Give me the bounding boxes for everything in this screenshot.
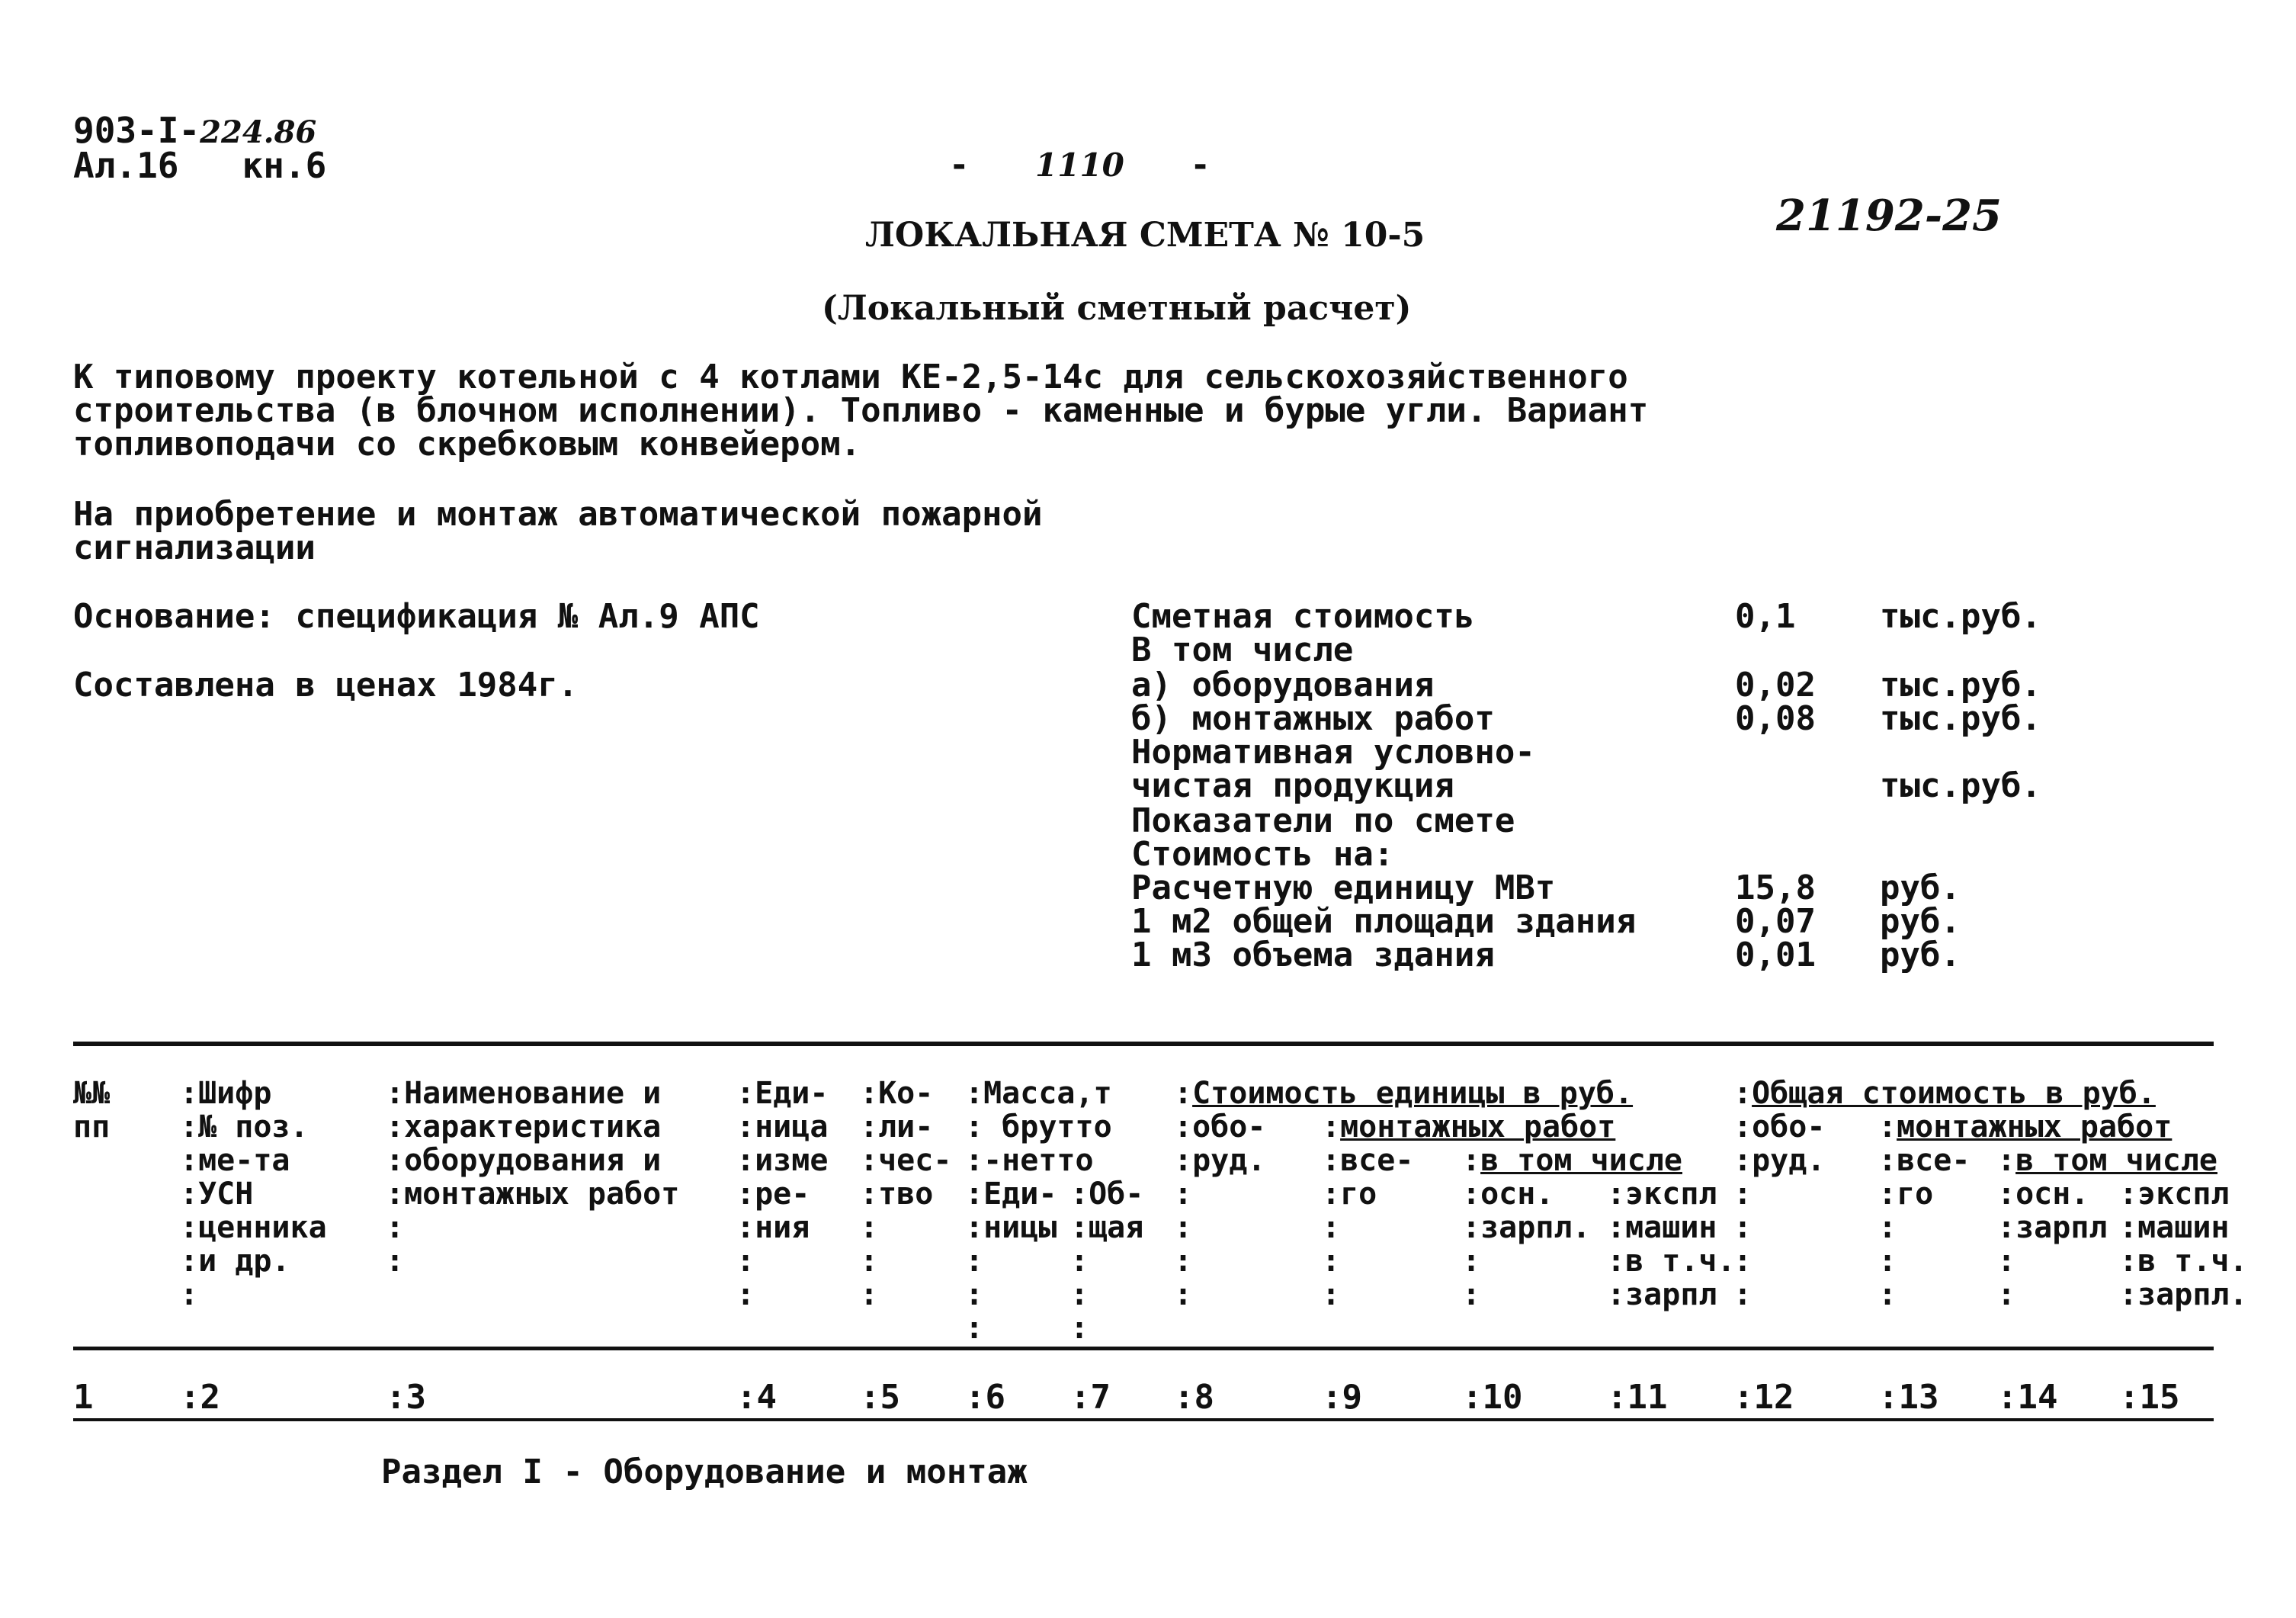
header-col-unit-line-1: :Еди-	[736, 1076, 829, 1111]
header-col-qty-line-7: :	[860, 1277, 879, 1312]
header-col-machine-total	[2119, 1177, 2248, 1311]
header-col-equip-line-3: :	[1174, 1177, 1193, 1212]
col-number-2: :2	[180, 1378, 220, 1417]
header-col-equip-total-line-5: :	[1733, 1244, 1752, 1279]
header-col-num-line-2: пп	[73, 1109, 111, 1144]
header-col-mass-total-line-4: :	[1070, 1277, 1089, 1312]
header-col-equip	[1174, 1110, 1265, 1311]
header-col-mass-line-3: :-нетто	[965, 1143, 1094, 1178]
header-col-machine-line-4: :зарпл	[1607, 1277, 1717, 1312]
header-col-mass-total-line-2: :щая	[1070, 1210, 1144, 1245]
header-install-title-total-text: монтажных работ	[1897, 1109, 2173, 1144]
header-col-name-line-2: :характеристика	[386, 1109, 662, 1144]
summary-label-3: б) монтажных работ	[1131, 699, 1495, 738]
price-basis: Составлена в ценах 1984г.	[73, 666, 579, 705]
description-line-1: К типовому проекту котельной с 4 котлами КЕ-2,5-14с для сельскохозяйственного	[73, 358, 1628, 396]
header-col-machine	[1607, 1177, 1736, 1311]
header-total-cost-title-text: Общая стоимость в руб.	[1752, 1076, 2156, 1111]
header-col-qty-line-6: :	[860, 1244, 879, 1279]
album-book: Ал.16 кн.6	[73, 145, 327, 186]
header-col-all-total-line-1: :все-	[1878, 1143, 1971, 1178]
header-col-mass-unit-line-1: :Еди-	[965, 1177, 1057, 1212]
header-col-unit-line-7: :	[736, 1277, 755, 1312]
header-col-basic-total-line-3: :	[1997, 1244, 2016, 1279]
header-col-all-line-2: :го	[1322, 1177, 1377, 1212]
header-col-all-total-line-4: :	[1878, 1244, 1897, 1279]
section-title: Раздел I - Оборудование и монтаж	[381, 1453, 1028, 1491]
header-col-unit-line-6: :	[736, 1244, 755, 1279]
summary-value-3: 0,08	[1735, 699, 1816, 738]
header-incl-title-total-text: в том числе	[2015, 1143, 2217, 1178]
header-col-unit-line-2: :ница	[736, 1109, 829, 1144]
summary-unit-3: тыс.руб.	[1880, 699, 2041, 738]
summary-unit-8: руб.	[1880, 868, 1961, 907]
summary-label-4: Нормативная условно-	[1131, 733, 1535, 772]
header-incl-title: :в том числе	[1462, 1143, 1682, 1178]
header-col-code-line-2: :№ поз.	[180, 1109, 309, 1144]
header-incl-title-total: :в том числе	[1997, 1143, 2217, 1178]
header-col-unit-line-3: :изме	[736, 1143, 829, 1178]
header-col-all-total-line-2: :го	[1878, 1177, 1934, 1212]
header-col-equip-line-1: :обо-	[1174, 1109, 1266, 1144]
col-number-13: :13	[1878, 1378, 1939, 1417]
header-col-code-line-4: :УСН	[180, 1177, 254, 1212]
purpose-line-2: сигнализации	[73, 528, 316, 567]
header-col-code-line-7: :	[180, 1277, 199, 1312]
header-col-name-line-3: :оборудования и	[386, 1143, 662, 1178]
header-col-code	[180, 1077, 327, 1311]
header-col-basic-total-line-4: :	[1997, 1277, 2016, 1312]
header-col-all	[1322, 1144, 1413, 1311]
header-col-num-line-1: №№	[73, 1076, 111, 1111]
header-install-title: :монтажных работ	[1322, 1109, 1616, 1144]
description-line-3: топливоподачи со скребковым конвейером.	[73, 425, 861, 464]
header-col-basic-total-line-1: :осн.	[1997, 1177, 2089, 1212]
col-number-8: :8	[1174, 1378, 1214, 1417]
summary-unit-10: руб.	[1880, 936, 1961, 974]
header-incl-title-text: в том числе	[1480, 1143, 1682, 1178]
header-col-all-line-3: :	[1322, 1210, 1341, 1245]
header-col-all-total-line-3: :	[1878, 1210, 1897, 1245]
col-number-15: :15	[2119, 1378, 2180, 1417]
summary-unit-0: тыс.руб.	[1880, 597, 2041, 636]
header-col-unit-line-4: :ре-	[736, 1177, 810, 1212]
summary-unit-9: руб.	[1880, 902, 1961, 941]
header-col-code-line-1: :Шифр	[180, 1076, 272, 1111]
header-col-unit-line-5: :ния	[736, 1210, 810, 1245]
summary-label-5: чистая продукция	[1131, 766, 1454, 805]
header-col-code-line-3: :ме-та	[180, 1143, 290, 1178]
header-col-basic-line-1: :осн.	[1462, 1177, 1554, 1212]
header-col-equip-total-line-3: :	[1733, 1177, 1752, 1212]
project-code-handwritten: 224.86	[200, 114, 317, 150]
header-col-name-line-5: :	[386, 1210, 405, 1245]
header-col-basic-total-line-2: :зарпл	[1997, 1210, 2108, 1245]
summary-value-8: 15,8	[1735, 868, 1816, 907]
header-col-mass-unit-line-2: :ницы	[965, 1210, 1057, 1245]
summary-value-10: 0,01	[1735, 936, 1816, 974]
purpose-line-1: На приобретение и монтаж автоматической пожарной	[73, 495, 1043, 534]
summary-value-2: 0,02	[1735, 666, 1816, 705]
header-col-equip-line-4: :	[1174, 1210, 1193, 1245]
basis: Основание: спецификация № Ал.9 АПС	[73, 597, 760, 636]
summary-label-7: Стоимость на:	[1131, 835, 1394, 874]
page-subtitle: (Локальный сметный расчет)	[822, 289, 1412, 328]
header-col-mass-total-line-3: :	[1070, 1244, 1089, 1279]
header-install-title-text: монтажных работ	[1340, 1109, 1616, 1144]
page-number: 1110	[1035, 146, 1124, 184]
table-top-rule	[73, 1042, 2214, 1046]
summary-unit-2: тыс.руб.	[1880, 666, 2041, 705]
header-col-basic-line-2: :зарпл.	[1462, 1210, 1591, 1245]
summary-label-8: Расчетную единицу МВт	[1131, 868, 1556, 907]
page-dash-left: -	[949, 146, 970, 185]
document-number: 21192-25	[1776, 191, 2002, 241]
table-header-bottom-rule	[73, 1347, 2214, 1350]
col-number-9: :9	[1322, 1378, 1362, 1417]
project-code-printed: 903-I-	[73, 110, 200, 151]
summary-value-0: 0,1	[1735, 597, 1796, 636]
header-col-equip-line-5: :	[1174, 1244, 1193, 1279]
header-col-name-line-1: :Наименование и	[386, 1076, 662, 1111]
summary-label-6: Показатели по смете	[1131, 801, 1515, 840]
summary-label-1: В том числе	[1131, 631, 1354, 669]
header-col-equip-total-line-2: :руд.	[1733, 1143, 1826, 1178]
summary-label-10: 1 м3 объема здания	[1131, 936, 1495, 974]
summary-value-9: 0,07	[1735, 902, 1816, 941]
header-col-mass-total-line-1: :Об-	[1070, 1177, 1144, 1212]
header-col-machine-line-1: :экспл	[1607, 1177, 1717, 1212]
header-col-basic-total	[1997, 1177, 2108, 1311]
col-number-6: :6	[965, 1378, 1005, 1417]
header-col-name-line-4: :монтажных работ	[386, 1177, 680, 1212]
column-numbers-bottom-rule	[73, 1418, 2214, 1421]
summary-label-0: Сметная стоимость	[1131, 597, 1475, 636]
header-col-mass-unit-line-5: :	[965, 1311, 984, 1346]
header-col-machine-total-line-4: :зарпл.	[2119, 1277, 2248, 1312]
description-line-2: строительства (в блочном исполнении). Топливо - каменные и бурые угли. Вариант	[73, 391, 1649, 430]
header-unit-cost-title-text: Стоимость единицы в руб.	[1192, 1076, 1634, 1111]
page-dash-right: -	[1190, 146, 1211, 185]
header-col-equip-line-2: :руд.	[1174, 1143, 1266, 1178]
col-number-7: :7	[1070, 1378, 1111, 1417]
header-col-machine-total-line-2: :машин	[2119, 1210, 2230, 1245]
header-col-qty-line-4: :тво	[860, 1177, 934, 1212]
header-col-all-line-5: :	[1322, 1277, 1341, 1312]
header-col-qty	[860, 1077, 951, 1311]
header-unit-cost-title: :Стоимость единицы в руб.	[1174, 1076, 1634, 1111]
header-col-equip-total-line-6: :	[1733, 1277, 1752, 1312]
header-col-basic-line-3: :	[1462, 1244, 1481, 1279]
header-col-mass-total	[1070, 1177, 1143, 1345]
header-col-unit	[736, 1077, 828, 1311]
col-number-1: 1	[73, 1378, 94, 1417]
header-col-machine-total-line-1: :экспл	[2119, 1177, 2230, 1212]
header-install-title-total: :монтажных работ	[1878, 1109, 2173, 1144]
header-col-code-line-5: :ценника	[180, 1210, 327, 1245]
header-col-mass-total-line-5: :	[1070, 1311, 1089, 1346]
col-number-5: :5	[860, 1378, 900, 1417]
header-total-cost-title: :Общая стоимость в руб.	[1733, 1076, 2156, 1111]
header-col-all-total-line-5: :	[1878, 1277, 1897, 1312]
header-col-basic	[1462, 1177, 1591, 1311]
header-col-machine-line-2: :машин	[1607, 1210, 1717, 1245]
header-col-qty-line-2: :ли-	[860, 1109, 934, 1144]
header-col-mass	[965, 1077, 1112, 1177]
summary-label-2: а) оборудования	[1131, 666, 1435, 705]
col-number-4: :4	[736, 1378, 777, 1417]
header-col-all-line-1: :все-	[1322, 1143, 1414, 1178]
header-col-mass-line-2: : брутто	[965, 1109, 1112, 1144]
col-number-3: :3	[386, 1378, 426, 1417]
header-col-qty-line-3: :чес-	[860, 1143, 952, 1178]
header-col-name-line-6: :	[386, 1244, 405, 1279]
col-number-14: :14	[1997, 1378, 2058, 1417]
header-col-all-total	[1878, 1144, 1970, 1311]
header-col-mass-unit	[965, 1177, 1057, 1345]
header-col-qty-line-5: :	[860, 1210, 879, 1245]
header-col-name	[386, 1077, 679, 1278]
page-number-line	[949, 148, 1211, 183]
col-number-11: :11	[1607, 1378, 1668, 1417]
page-title: ЛОКАЛЬНАЯ СМЕТА № 10-5	[865, 216, 1425, 255]
header-col-machine-total-line-3: :в т.ч.	[2119, 1244, 2248, 1279]
col-number-10: :10	[1462, 1378, 1523, 1417]
header-col-equip-total-line-1: :обо-	[1733, 1109, 1826, 1144]
header-col-qty-line-1: :Ко-	[860, 1076, 934, 1111]
summary-label-9: 1 м2 общей площади здания	[1131, 902, 1637, 941]
header-col-equip-total	[1733, 1110, 1825, 1311]
header-col-mass-unit-line-4: :	[965, 1277, 984, 1312]
header-col-equip-line-6: :	[1174, 1277, 1193, 1312]
header-col-mass-line-1: :Масса,т	[965, 1076, 1112, 1111]
header-col-num	[73, 1077, 110, 1144]
header-col-equip-total-line-4: :	[1733, 1210, 1752, 1245]
header-col-mass-unit-line-3: :	[965, 1244, 984, 1279]
col-number-12: :12	[1733, 1378, 1794, 1417]
header-col-code-line-6: :и др.	[180, 1244, 290, 1279]
header-col-all-line-4: :	[1322, 1244, 1341, 1279]
header-col-basic-line-4: :	[1462, 1277, 1481, 1312]
summary-unit-5: тыс.руб.	[1880, 766, 2041, 805]
header-col-machine-line-3: :в т.ч.	[1607, 1244, 1736, 1279]
